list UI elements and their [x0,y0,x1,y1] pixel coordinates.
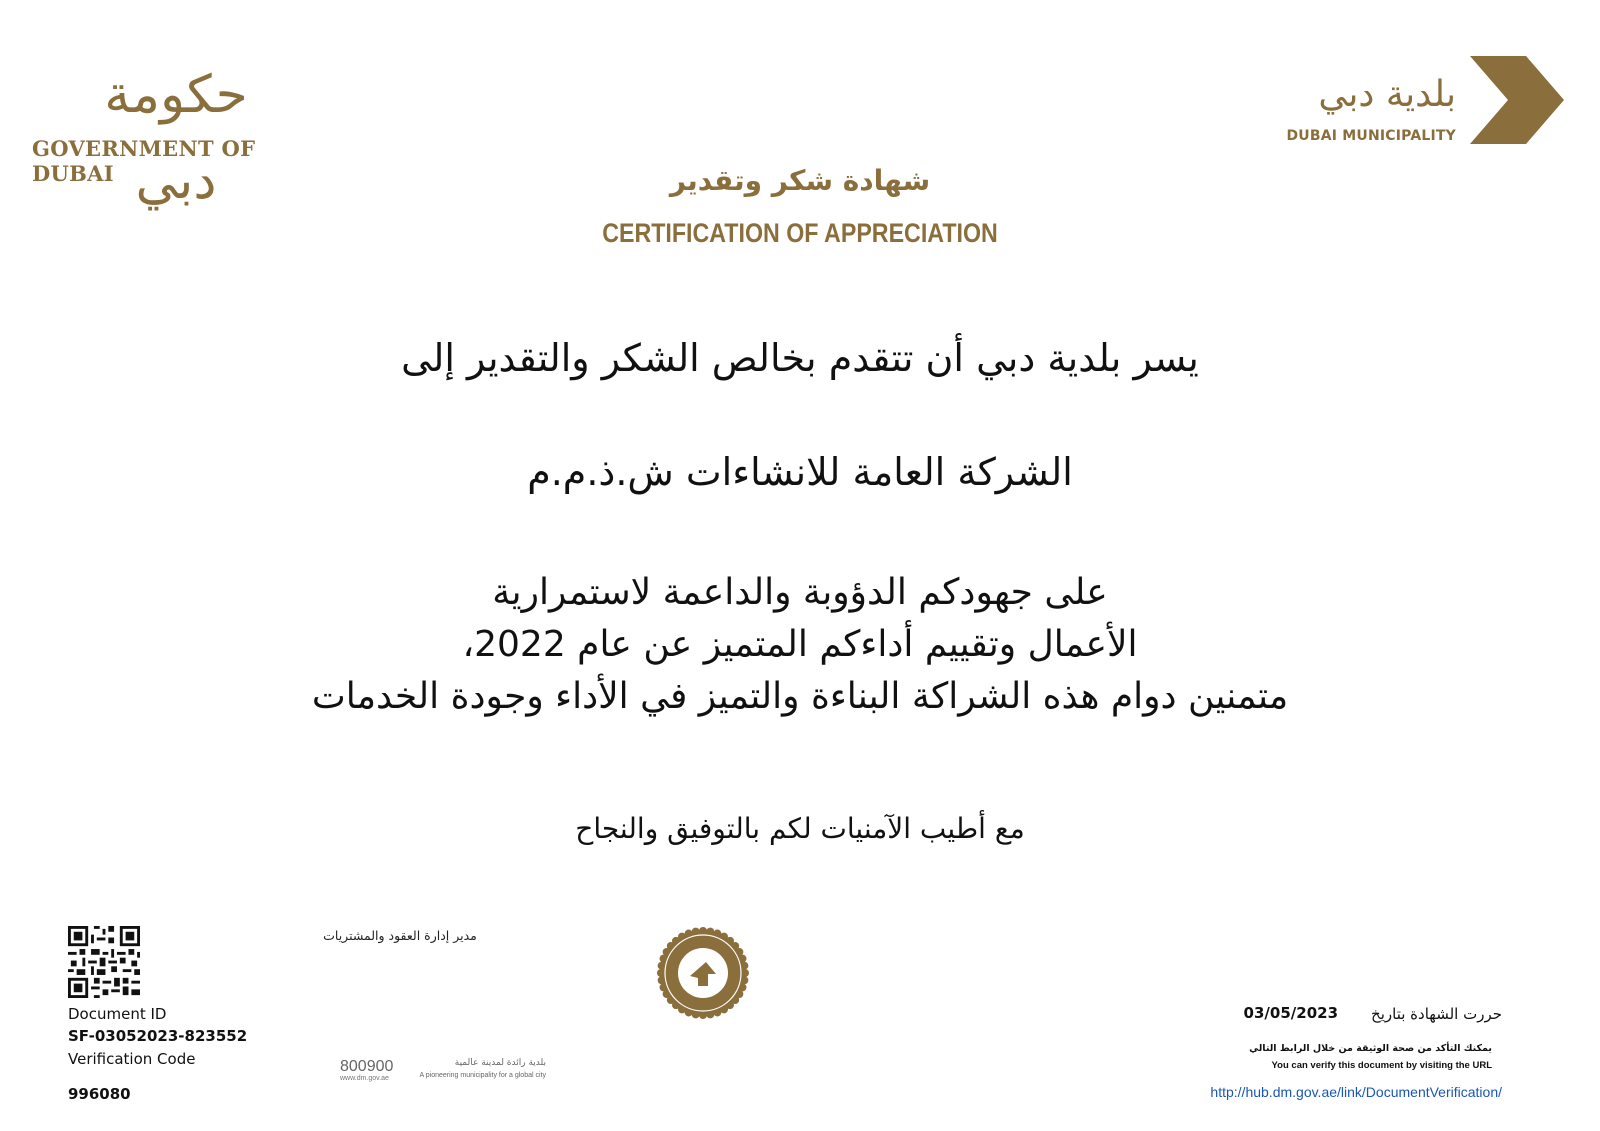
footer-slogan-english: A pioneering municipality for a global city [419,1072,546,1079]
verification-code-label: Verification Code [68,1050,196,1068]
municipality-logo-arabic: بلدية دبي [1318,74,1456,115]
municipality-seal-icon [656,926,750,1020]
footer-website: www.dm.gov.ae [340,1075,389,1082]
message-line-1: على جهودكم الدؤوبة والداعمة لاستمرارية [492,572,1108,613]
signer-title: مدير إدارة العقود والمشتريات [323,928,477,943]
verification-instructions-english: You can verify this document by visiting the URL [1271,1060,1492,1071]
government-logo-arabic: حكومة دبي [104,65,248,211]
issue-date-value: 03/05/2023 [1243,1004,1338,1022]
message-line-3: متمنين دوام هذه الشراكة البناءة والتميز في الأداء وجودة الخدمات [311,676,1289,717]
document-id-value: SF-03052023-823552 [68,1027,248,1045]
certificate-title-arabic: شهادة شكر وتقدير [669,164,931,197]
dubai-municipality-logo [1266,56,1566,152]
government-of-dubai-logo [32,52,322,211]
recipient-name: الشركة العامة للانشاءات ش.ذ.م.م [527,450,1073,494]
footer-brand [340,1058,550,1086]
footer-slogan-arabic: بلدية رائدة لمدينة عالمية [454,1058,546,1068]
government-logo-english: GOVERNMENT OF DUBAI [32,136,256,186]
qr-code-icon [68,926,140,998]
closing-text: مع أطيب الآمنيات لكم بالتوفيق والنجاح [575,812,1025,845]
footer-phone: 800900 [340,1058,394,1075]
verification-code-value: 996080 [68,1085,131,1103]
certificate-title-english: CERTIFICATION OF APPRECIATION [602,218,998,248]
verification-instructions-arabic: يمكنك التأكد من صحة الوثيقة من خلال الرابط التالي [1249,1043,1492,1054]
intro-text: يسر بلدية دبي أن تتقدم بخالص الشكر والتقدير إلى [401,336,1199,380]
message-line-2: الأعمال وتقييم أداءكم المتميز عن عام 2022، [462,624,1138,665]
document-id-label: Document ID [68,1005,167,1023]
verification-url-link[interactable]: http://hub.dm.gov.ae/link/DocumentVerification/ [1210,1084,1502,1100]
municipality-chevron-icon [1464,56,1564,144]
municipality-logo-english: DUBAI MUNICIPALITY [1286,128,1456,144]
issue-date-label: حررت الشهادة بتاريخ [1371,1005,1502,1023]
